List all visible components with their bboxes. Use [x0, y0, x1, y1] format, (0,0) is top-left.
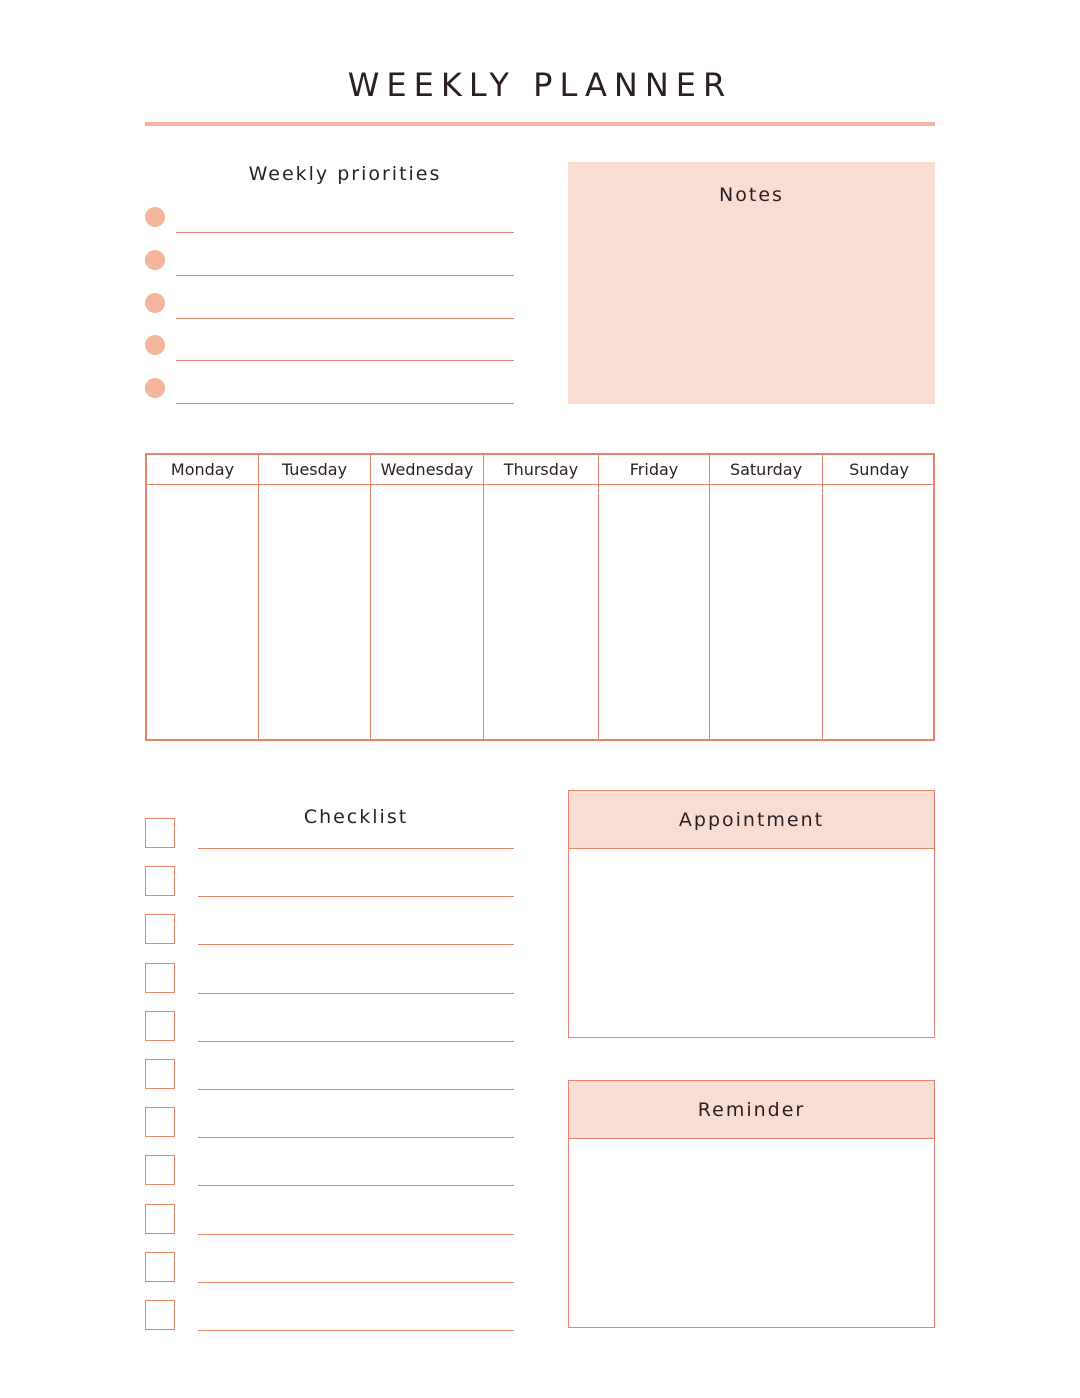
- checklist-line[interactable]: [198, 848, 514, 849]
- day-cell-sunday[interactable]: [823, 485, 935, 739]
- checklist-checkbox[interactable]: [145, 1107, 175, 1137]
- day-cell-saturday[interactable]: [710, 485, 823, 739]
- day-header-wednesday: Wednesday: [371, 455, 484, 485]
- day-header-tuesday: Tuesday: [259, 455, 371, 485]
- checklist-line[interactable]: [198, 896, 514, 897]
- day-header-saturday: Saturday: [710, 455, 823, 485]
- priority-line[interactable]: [176, 360, 514, 361]
- page-title: WEEKLY PLANNER: [347, 66, 733, 104]
- checklist-line[interactable]: [198, 1282, 514, 1283]
- checklist-checkbox[interactable]: [145, 866, 175, 896]
- day-cell-wednesday[interactable]: [371, 485, 484, 739]
- priorities-heading: Weekly priorities: [248, 163, 442, 185]
- checklist-checkbox[interactable]: [145, 1252, 175, 1282]
- priority-bullet: [145, 250, 165, 270]
- day-header-monday: Monday: [147, 455, 259, 485]
- day-cell-tuesday[interactable]: [259, 485, 371, 739]
- day-cell-monday[interactable]: [147, 485, 259, 739]
- checklist-checkbox[interactable]: [145, 1300, 175, 1330]
- priority-line[interactable]: [176, 318, 514, 319]
- checklist-line[interactable]: [198, 1041, 514, 1042]
- checklist-line[interactable]: [198, 944, 514, 945]
- checklist-checkbox[interactable]: [145, 818, 175, 848]
- checklist-line[interactable]: [198, 1185, 514, 1186]
- notes-box[interactable]: [568, 162, 935, 404]
- priority-line[interactable]: [176, 232, 514, 233]
- priority-bullet: [145, 378, 165, 398]
- day-header-friday: Friday: [599, 455, 710, 485]
- notes-heading: Notes: [719, 184, 784, 206]
- checklist-checkbox[interactable]: [145, 1204, 175, 1234]
- checklist-checkbox[interactable]: [145, 1155, 175, 1185]
- checklist-checkbox[interactable]: [145, 1059, 175, 1089]
- checklist-line[interactable]: [198, 1089, 514, 1090]
- checklist-line[interactable]: [198, 993, 514, 994]
- priority-line[interactable]: [176, 403, 514, 404]
- day-header-thursday: Thursday: [484, 455, 599, 485]
- priority-bullet: [145, 207, 165, 227]
- day-cell-friday[interactable]: [599, 485, 710, 739]
- priority-bullet: [145, 293, 165, 313]
- checklist-line[interactable]: [198, 1234, 514, 1235]
- reminder-panel[interactable]: [568, 1080, 935, 1328]
- checklist-checkbox[interactable]: [145, 1011, 175, 1041]
- week-grid: [145, 453, 935, 741]
- appointment-panel[interactable]: [568, 790, 935, 1038]
- appointment-heading: Appointment: [569, 791, 934, 849]
- title-divider: [145, 122, 935, 126]
- checklist-heading: Checklist: [303, 806, 409, 828]
- checklist-line[interactable]: [198, 1137, 514, 1138]
- priority-bullet: [145, 335, 165, 355]
- checklist-checkbox[interactable]: [145, 914, 175, 944]
- checklist-checkbox[interactable]: [145, 963, 175, 993]
- reminder-heading: Reminder: [569, 1081, 934, 1139]
- day-header-sunday: Sunday: [823, 455, 935, 485]
- checklist-line[interactable]: [198, 1330, 514, 1331]
- priority-line[interactable]: [176, 275, 514, 276]
- day-cell-thursday[interactable]: [484, 485, 599, 739]
